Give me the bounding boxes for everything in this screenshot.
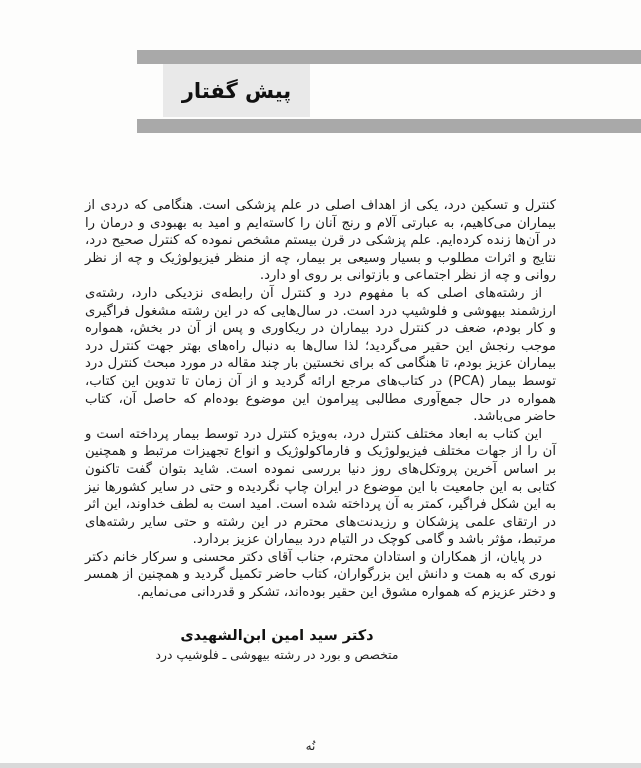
bottom-edge-strip bbox=[0, 763, 641, 768]
paragraph-4: در پایان، از همکاران و استادان محترم، جناب آقای دکتر محسنی و سرکار خانم دکتر نوری که به همت و دانش این بزرگواران، کتاب حاضر تکمیل گردید و همچنین از همسر و دختر عزیزم که همواره مشوق این حقیر بوده‌اند، تشکر و قدردانی می‌نمایم. bbox=[85, 549, 556, 601]
paragraph-2: از رشته‌های اصلی که با مفهوم درد و کنترل آن رابطه‌ی نزدیکی دارد، رشته‌ی ارزشمند بیهوشی و فلوشیپ درد است. در سال‌هایی که در این رشته مشغول فراگیری و کار بودم، ضعف در کنترل درد بیماران در ریکاوری و پس از آن در بخش، همواره موجب رنجش این حقیر می‌گردید؛ لذا سال‌ها به دنبال راه‌های بهتر جهت کنترل درد بیماران عزیز بودم، تا هنگامی که برای نخستین بار چند مقاله در مورد مبحث کنترل درد توسط بیمار (PCA) در کتاب‌های مرجع ارائه گردید و از آن زمان تا تدوین این کتاب، همواره در حال جمع‌آوری مطالبی پیرامون این موضوع بوده‌ام که حاصل آن، کتاب حاضر می‌باشد. bbox=[85, 285, 556, 425]
author-name: دکتر سید امین ابن‌الشهیدی bbox=[180, 628, 374, 644]
preface-body bbox=[85, 197, 556, 602]
page-title: پیش گفتار bbox=[181, 78, 292, 103]
author-credentials: متخصص و بورد در رشته بیهوشی ـ فلوشیپ درد bbox=[155, 648, 399, 662]
title-box bbox=[163, 64, 310, 117]
header-bottom-bar bbox=[137, 119, 641, 133]
signature-block bbox=[152, 628, 402, 662]
paragraph-1: کنترل و تسکین درد، یکی از اهداف اصلی در علم پزشکی است. هنگامی که دردی از بیماران می‌کاهیم، به عبارتی آلام و رنج آنان را کاسته‌ایم و امید به بهبودی و درمان را در آن‌ها زنده کرده‌ایم. علم پزشکی در قرن بیستم مشخص نموده که کنترل صحیح درد، نتایج و اثرات مطلوب و بسیار وسیعی بر بیمار، چه از منظر فیزیولوژیک و چه از نظر روانی و چه از نظر اجتماعی و بازتوانی بر روی او دارد. bbox=[85, 198, 556, 284]
header-top-bar bbox=[137, 50, 641, 64]
page-number: نُه bbox=[305, 739, 316, 753]
paragraph-3: این کتاب به ابعاد مختلف کنترل درد، به‌ویژه کنترل درد توسط بیمار پرداخته است و آن را از جهات مختلف فیزیولوژیک و فارماکولوژیک و انواع تجهیزات مرتبط و همچنین بر اساس آخرین پروتکل‌های روز دنیا بررسی نموده است. شاید بتوان گفت تاکنون کتابی به این جامعیت با این موضوع در ایران چاپ نگردیده و حتی در سایر کشورها نیز به این شکل فراگیر، کمتر به آن پرداخته شده است. امید است به لطف خداوند، این اثر در ارتقای علمی پزشکان و رزیدنت‌های محترم در این رشته و حتی سایر رشته‌های مرتبط، مؤثر باشد و گامی کوچک در التیام درد بیماران عزیز بردارد. bbox=[85, 426, 556, 548]
